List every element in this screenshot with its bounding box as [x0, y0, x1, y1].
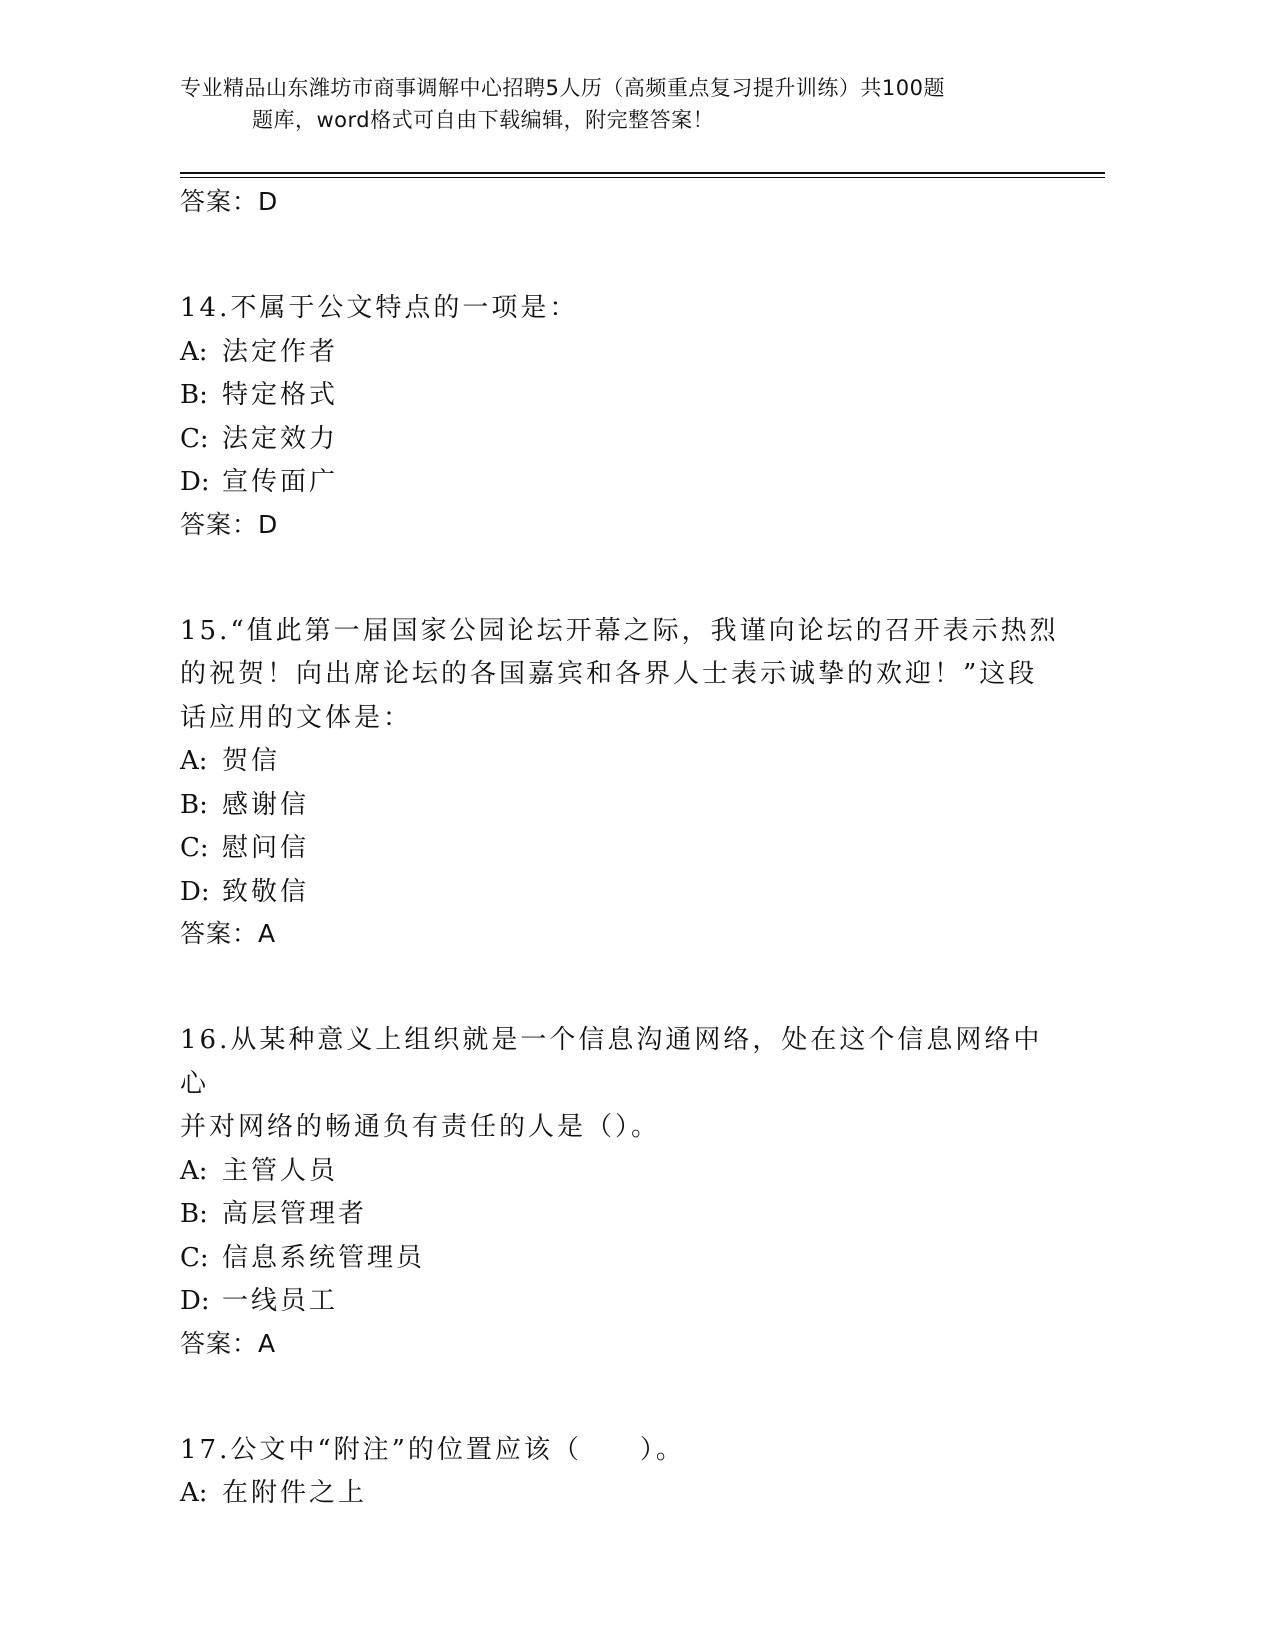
- header-title-line-1: 专业精品山东潍坊市商事调解中心招聘5人历（高频重点复习提升训练）共100题: [180, 76, 945, 100]
- question-15-text-line-1: 15.“值此第一届国家公园论坛开幕之际，我谨向论坛的召开表示热烈: [180, 615, 1059, 646]
- question-16-option-a: [180, 1150, 1060, 1194]
- question-16-answer: 答案：A: [180, 1328, 277, 1358]
- question-15-answer: 答案：A: [180, 919, 277, 948]
- question-17: [180, 1429, 1060, 1516]
- header-divider-thick: [180, 172, 1105, 174]
- question-17-option-a: [180, 1472, 1060, 1516]
- option-letter: B:: [180, 380, 208, 410]
- option-letter: A:: [180, 1478, 208, 1508]
- option-letter: D:: [180, 1286, 210, 1316]
- question-14-text-line-1: 14.不属于公文特点的一项是：: [180, 293, 579, 323]
- question-14-option-c: [180, 418, 1060, 462]
- option-text: 高层管理者: [222, 1199, 368, 1229]
- question-15-text-line-2: 的祝贺！向出席论坛的各国嘉宾和各界人士表示诚挚的欢迎！”这段: [180, 659, 1038, 689]
- question-16-option-d: [180, 1280, 1060, 1324]
- header-divider-thin: [180, 177, 1105, 178]
- option-text: 慰问信: [222, 833, 310, 863]
- question-16: [180, 1019, 1060, 1364]
- option-text: 致敬信: [222, 876, 310, 907]
- question-14-option-b: [180, 374, 1060, 418]
- question-16-option-c: [180, 1237, 1060, 1281]
- option-letter: A:: [180, 336, 208, 367]
- option-letter: A:: [180, 746, 208, 776]
- question-15-option-a: [180, 740, 1060, 784]
- option-text: 主管人员: [222, 1155, 339, 1186]
- option-text: 在附件之上: [222, 1478, 368, 1508]
- question-spacer: [180, 222, 1060, 287]
- option-text: 感谢信: [222, 789, 310, 820]
- option-text: 信息系统管理员: [222, 1242, 426, 1273]
- option-letter: A:: [180, 1155, 208, 1186]
- question-16-text-line-1: 16.从某种意义上组织就是一个信息沟通网络，处在这个信息网络中心: [180, 1025, 1043, 1099]
- option-letter: B:: [180, 1199, 208, 1229]
- option-text: 法定效力: [222, 423, 339, 454]
- question-spacer: [180, 954, 1060, 1019]
- question-14-option-a: [180, 331, 1060, 375]
- question-spacer: [180, 545, 1060, 610]
- option-letter: D:: [180, 876, 210, 907]
- option-letter: C:: [180, 423, 209, 454]
- question-16-option-b: [180, 1193, 1060, 1237]
- question-16-text-line-2: 并对网络的畅通负有责任的人是（）。: [180, 1112, 661, 1142]
- option-letter: C:: [180, 833, 209, 863]
- question-spacer: [180, 1364, 1060, 1429]
- option-letter: D:: [180, 467, 210, 497]
- question-15-option-c: [180, 827, 1060, 871]
- header-title-line-2: 题库，word格式可自由下载编辑，附完整答案！: [252, 108, 715, 132]
- question-14-answer: 答案：D: [180, 509, 279, 539]
- question-15-option-d: [180, 871, 1060, 915]
- page-header: [180, 72, 1080, 136]
- option-text: 一线员工: [222, 1286, 339, 1316]
- question-14-option-d: [180, 461, 1060, 505]
- question-15: [180, 610, 1060, 955]
- question-15-text-line-3: 话应用的文体是：: [180, 702, 413, 733]
- question-15-option-b: [180, 784, 1060, 828]
- question-14: [180, 287, 1060, 545]
- option-text: 法定作者: [222, 336, 339, 367]
- option-letter: C:: [180, 1242, 209, 1273]
- option-text: 特定格式: [222, 380, 339, 410]
- question-17-text-line-1: 17.公文中“附注”的位置应该（ ）。: [180, 1434, 685, 1465]
- previous-question-answer: 答案：D: [180, 187, 279, 216]
- questions-content: [180, 182, 1060, 1516]
- option-letter: B:: [180, 789, 208, 820]
- option-text: 贺信: [222, 746, 281, 776]
- option-text: 宣传面广: [222, 467, 339, 497]
